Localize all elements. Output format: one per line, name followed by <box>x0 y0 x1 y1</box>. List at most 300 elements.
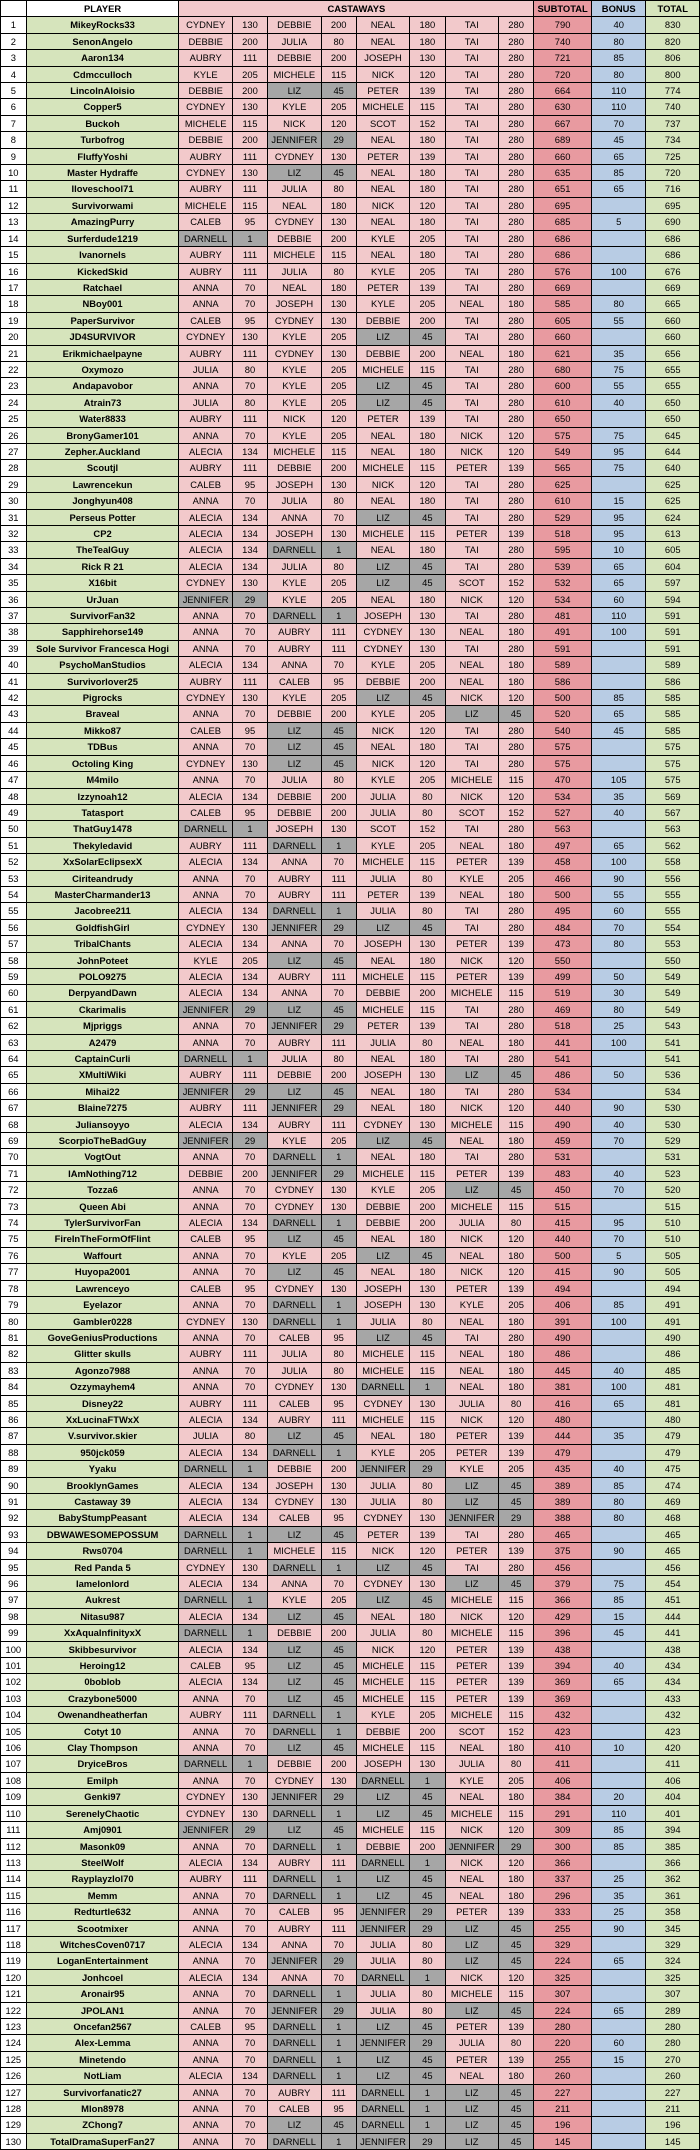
bonus-cell: 75 <box>591 361 646 377</box>
total-cell: 411 <box>646 1756 700 1772</box>
castaway-1-cell: CYDNEY <box>179 575 232 591</box>
points-2-cell: 80 <box>321 33 356 49</box>
subtotal-cell: 196 <box>534 2117 592 2133</box>
points-4-cell: 280 <box>498 542 533 558</box>
table-row <box>1 345 700 361</box>
points-4-cell: 205 <box>498 1772 533 1788</box>
total-cell: 481 <box>646 1379 700 1395</box>
points-4-cell: 120 <box>498 1411 533 1427</box>
player-name-cell: Oncefan2567 <box>26 2018 179 2034</box>
total-cell: 491 <box>646 1313 700 1329</box>
bonus-cell <box>591 821 646 837</box>
subtotal-cell: 291 <box>534 1805 592 1821</box>
castaway-3-cell: NICK <box>356 197 409 213</box>
player-name-cell: 0boblob <box>26 1674 179 1690</box>
points-4-cell: 45 <box>498 1067 533 1083</box>
player-name-cell: XxLucinaFTWxX <box>26 1411 179 1427</box>
points-4-cell: 139 <box>498 854 533 870</box>
points-4-cell: 280 <box>498 1559 533 1575</box>
subtotal-cell: 534 <box>534 591 592 607</box>
points-3-cell: 130 <box>410 624 445 640</box>
subtotal-cell: 224 <box>534 2002 592 2018</box>
points-4-cell: 120 <box>498 1608 533 1624</box>
total-cell: 451 <box>646 1592 700 1608</box>
castaway-3-cell: CYDNEY <box>356 1116 409 1132</box>
player-name-cell: TribalChants <box>26 936 179 952</box>
castaway-1-cell: AUBRY <box>179 1100 232 1116</box>
points-3-cell: 45 <box>410 394 445 410</box>
castaway-4-cell: TAI <box>445 1001 498 1017</box>
castaway-4-cell: KYLE <box>445 1772 498 1788</box>
castaway-3-cell: DEBBIE <box>356 312 409 328</box>
points-2-cell: 111 <box>321 1854 356 1870</box>
subtotal-cell: 470 <box>534 772 592 788</box>
rank-cell: 98 <box>1 1608 27 1624</box>
subtotal-cell: 469 <box>534 1001 592 1017</box>
subtotal-cell: 625 <box>534 476 592 492</box>
points-4-cell: 180 <box>498 624 533 640</box>
castaway-4-cell: TAI <box>445 1329 498 1345</box>
rank-cell: 116 <box>1 1904 27 1920</box>
table-row <box>1 378 700 394</box>
subtotal-cell: 550 <box>534 952 592 968</box>
rank-cell: 4 <box>1 66 27 82</box>
table-row <box>1 33 700 49</box>
player-name-cell: Mjpriggs <box>26 1018 179 1034</box>
points-2-cell: 111 <box>321 1116 356 1132</box>
castaway-1-cell: ANNA <box>179 1723 232 1739</box>
castaway-2-cell: JOSEPH <box>268 526 321 542</box>
points-1-cell: 70 <box>232 1198 267 1214</box>
total-cell: 553 <box>646 936 700 952</box>
rank-cell: 22 <box>1 361 27 377</box>
points-2-cell: 205 <box>321 427 356 443</box>
rank-cell: 56 <box>1 919 27 935</box>
subtotal-cell: 500 <box>534 886 592 902</box>
castaway-2-cell: DARNELL <box>268 1297 321 1313</box>
total-cell: 575 <box>646 755 700 771</box>
points-1-cell: 130 <box>232 165 267 181</box>
subtotal-cell: 610 <box>534 493 592 509</box>
castaway-1-cell: ANNA <box>179 1953 232 1969</box>
points-4-cell: 205 <box>498 1297 533 1313</box>
player-name-cell: DryiceBros <box>26 1756 179 1772</box>
rank-cell: 57 <box>1 936 27 952</box>
bonus-cell: 85 <box>591 165 646 181</box>
bonus-cell <box>591 197 646 213</box>
total-cell: 523 <box>646 1165 700 1181</box>
points-2-cell: 130 <box>321 1379 356 1395</box>
total-cell: 534 <box>646 1083 700 1099</box>
castaway-4-cell: NICK <box>445 690 498 706</box>
points-3-cell: 200 <box>410 1215 445 1231</box>
castaway-4-cell: PETER <box>445 1444 498 1460</box>
bonus-cell: 65 <box>591 558 646 574</box>
castaway-1-cell: DARNELL <box>179 230 232 246</box>
castaway-2-cell: JULIA <box>268 263 321 279</box>
points-3-cell: 115 <box>410 526 445 542</box>
table-row <box>1 1100 700 1116</box>
points-3-cell: 45 <box>410 1329 445 1345</box>
subtotal-cell: 300 <box>534 1838 592 1854</box>
castaway-4-cell: KYLE <box>445 1461 498 1477</box>
subtotal-cell: 280 <box>534 2018 592 2034</box>
points-1-cell: 70 <box>232 1740 267 1756</box>
player-name-cell: Jonghyun408 <box>26 493 179 509</box>
points-1-cell: 130 <box>232 1559 267 1575</box>
rank-cell: 41 <box>1 673 27 689</box>
bonus-cell: 25 <box>591 1904 646 1920</box>
castaway-2-cell: KYLE <box>268 329 321 345</box>
points-3-cell: 115 <box>410 1822 445 1838</box>
total-cell: 543 <box>646 1018 700 1034</box>
points-2-cell: 200 <box>321 50 356 66</box>
castaway-3-cell: NEAL <box>356 181 409 197</box>
castaway-1-cell: ALECIA <box>179 936 232 952</box>
total-cell: 358 <box>646 1904 700 1920</box>
subtotal-cell: 459 <box>534 1133 592 1149</box>
castaway-1-cell: ALECIA <box>179 558 232 574</box>
points-4-cell: 139 <box>498 936 533 952</box>
points-4-cell: 45 <box>498 2084 533 2100</box>
table-row <box>1 1854 700 1870</box>
total-cell: 655 <box>646 378 700 394</box>
table-row <box>1 558 700 574</box>
castaway-1-cell: JULIA <box>179 394 232 410</box>
table-row <box>1 526 700 542</box>
castaway-1-cell: ALECIA <box>179 542 232 558</box>
total-cell: 555 <box>646 886 700 902</box>
points-1-cell: 70 <box>232 2117 267 2133</box>
points-2-cell: 111 <box>321 640 356 656</box>
total-cell: 575 <box>646 739 700 755</box>
castaway-3-cell: SCOT <box>356 821 409 837</box>
bonus-cell: 65 <box>591 706 646 722</box>
castaway-2-cell: MICHELE <box>268 443 321 459</box>
bonus-cell: 70 <box>591 1133 646 1149</box>
table-row <box>1 575 700 591</box>
points-3-cell: 130 <box>410 1297 445 1313</box>
bonus-cell: 80 <box>591 1510 646 1526</box>
points-4-cell: 180 <box>498 1789 533 1805</box>
castaway-4-cell: LIZ <box>445 1576 498 1592</box>
points-1-cell: 70 <box>232 493 267 509</box>
castaway-4-cell: NEAL <box>445 1362 498 1378</box>
castaway-3-cell: KYLE <box>356 1182 409 1198</box>
rank-cell: 32 <box>1 526 27 542</box>
player-name-cell: JD4SURVIVOR <box>26 329 179 345</box>
points-2-cell: 200 <box>321 1625 356 1641</box>
points-1-cell: 200 <box>232 1165 267 1181</box>
subtotal-cell: 441 <box>534 1034 592 1050</box>
subtotal-cell: 630 <box>534 99 592 115</box>
points-2-cell: 111 <box>321 968 356 984</box>
rank-cell: 48 <box>1 788 27 804</box>
player-name-cell: Buckoh <box>26 115 179 131</box>
player-name-cell: SurvivorFan32 <box>26 608 179 624</box>
castaway-4-cell: TAI <box>445 640 498 656</box>
castaway-4-cell: TAI <box>445 1083 498 1099</box>
castaway-1-cell: CYDNEY <box>179 1805 232 1821</box>
castaway-4-cell: NEAL <box>445 1034 498 1050</box>
castaway-1-cell: ALECIA <box>179 968 232 984</box>
bonus-cell <box>591 230 646 246</box>
castaway-3-cell: NEAL <box>356 1264 409 1280</box>
bonus-cell: 45 <box>591 132 646 148</box>
castaway-1-cell: ANNA <box>179 1772 232 1788</box>
castaway-2-cell: JENNIFER <box>268 1018 321 1034</box>
castaway-1-cell: AUBRY <box>179 247 232 263</box>
castaway-4-cell: NEAL <box>445 673 498 689</box>
points-2-cell: 29 <box>321 919 356 935</box>
castaway-2-cell: DEBBIE <box>268 1067 321 1083</box>
points-3-cell: 45 <box>410 1871 445 1887</box>
table-row <box>1 83 700 99</box>
bonus-cell: 40 <box>591 1165 646 1181</box>
subtotal-cell: 531 <box>534 1149 592 1165</box>
points-4-cell: 115 <box>498 772 533 788</box>
castaway-4-cell: TAI <box>445 394 498 410</box>
points-3-cell: 115 <box>410 1165 445 1181</box>
castaway-3-cell: LIZ <box>356 1133 409 1149</box>
bonus-cell: 40 <box>591 1116 646 1132</box>
rank-cell: 74 <box>1 1215 27 1231</box>
bonus-cell: 45 <box>591 1625 646 1641</box>
points-3-cell: 115 <box>410 1411 445 1427</box>
subtotal-cell: 384 <box>534 1789 592 1805</box>
points-1-cell: 70 <box>232 706 267 722</box>
points-1-cell: 70 <box>232 886 267 902</box>
table-row <box>1 1887 700 1903</box>
subtotal-cell: 563 <box>534 821 592 837</box>
rank-cell: 11 <box>1 181 27 197</box>
rank-cell: 65 <box>1 1067 27 1083</box>
points-1-cell: 70 <box>232 1887 267 1903</box>
rank-cell: 108 <box>1 1772 27 1788</box>
total-cell: 665 <box>646 296 700 312</box>
points-4-cell: 280 <box>498 329 533 345</box>
castaway-1-cell: ANNA <box>179 1018 232 1034</box>
points-1-cell: 1 <box>232 1051 267 1067</box>
rank-cell: 106 <box>1 1740 27 1756</box>
points-3-cell: 80 <box>410 1625 445 1641</box>
castaway-3-cell: JULIA <box>356 903 409 919</box>
castaway-1-cell: ALECIA <box>179 2068 232 2084</box>
points-2-cell: 95 <box>321 2101 356 2117</box>
castaway-2-cell: DARNELL <box>268 1838 321 1854</box>
points-3-cell: 115 <box>410 854 445 870</box>
castaway-3-cell: NEAL <box>356 17 409 33</box>
points-1-cell: 95 <box>232 214 267 230</box>
castaway-4-cell: NICK <box>445 952 498 968</box>
points-2-cell: 45 <box>321 83 356 99</box>
castaway-2-cell: DARNELL <box>268 1986 321 2002</box>
points-1-cell: 134 <box>232 443 267 459</box>
player-name-cell: TDBus <box>26 739 179 755</box>
castaway-3-cell: JULIA <box>356 1953 409 1969</box>
points-4-cell: 280 <box>498 640 533 656</box>
points-4-cell: 180 <box>498 1871 533 1887</box>
points-1-cell: 70 <box>232 1264 267 1280</box>
points-2-cell: 205 <box>321 99 356 115</box>
points-1-cell: 111 <box>232 345 267 361</box>
castaway-3-cell: NEAL <box>356 1100 409 1116</box>
points-2-cell: 1 <box>321 837 356 853</box>
points-2-cell: 130 <box>321 1493 356 1509</box>
points-2-cell: 180 <box>321 279 356 295</box>
player-name-cell: Water8833 <box>26 411 179 427</box>
total-cell: 644 <box>646 443 700 459</box>
points-3-cell: 80 <box>410 804 445 820</box>
points-1-cell: 70 <box>232 2133 267 2149</box>
player-name-cell: ScorpioTheBadGuy <box>26 1133 179 1149</box>
rank-cell: 86 <box>1 1411 27 1427</box>
castaway-1-cell: JULIA <box>179 361 232 377</box>
castaway-1-cell: ALECIA <box>179 1411 232 1427</box>
total-cell: 625 <box>646 476 700 492</box>
points-4-cell: 280 <box>498 361 533 377</box>
points-1-cell: 200 <box>232 83 267 99</box>
castaway-3-cell: JENNIFER <box>356 1904 409 1920</box>
points-3-cell: 130 <box>410 1280 445 1296</box>
bonus-cell: 80 <box>591 66 646 82</box>
points-4-cell: 280 <box>498 919 533 935</box>
points-3-cell: 130 <box>410 1576 445 1592</box>
player-name-cell: Ciriteandrudy <box>26 870 179 886</box>
points-4-cell: 120 <box>498 443 533 459</box>
points-2-cell: 1 <box>321 1313 356 1329</box>
castaway-4-cell: TAI <box>445 1051 498 1067</box>
castaway-1-cell: ANNA <box>179 1986 232 2002</box>
castaway-2-cell: CALEB <box>268 1395 321 1411</box>
table-row <box>1 1444 700 1460</box>
points-3-cell: 120 <box>410 1641 445 1657</box>
total-cell: 432 <box>646 1707 700 1723</box>
castaway-3-cell: DARNELL <box>356 2084 409 2100</box>
castaway-1-cell: DARNELL <box>179 1461 232 1477</box>
total-cell: 613 <box>646 526 700 542</box>
subtotal-cell: 541 <box>534 1051 592 1067</box>
rank-cell: 76 <box>1 1247 27 1263</box>
points-3-cell: 115 <box>410 460 445 476</box>
castaway-4-cell: TAI <box>445 312 498 328</box>
castaway-3-cell: LIZ <box>356 919 409 935</box>
rank-cell: 68 <box>1 1116 27 1132</box>
castaway-1-cell: AUBRY <box>179 837 232 853</box>
castaway-1-cell: DARNELL <box>179 1051 232 1067</box>
rank-cell: 23 <box>1 378 27 394</box>
player-name-cell: Scoutjl <box>26 460 179 476</box>
table-row <box>1 1395 700 1411</box>
bonus-cell: 40 <box>591 1658 646 1674</box>
castaway-3-cell: MICHELE <box>356 99 409 115</box>
points-4-cell: 180 <box>498 1034 533 1050</box>
total-cell: 329 <box>646 1936 700 1952</box>
player-name-cell: Perseus Potter <box>26 509 179 525</box>
castaway-4-cell: TAI <box>445 329 498 345</box>
points-3-cell: 180 <box>410 493 445 509</box>
points-4-cell: 120 <box>498 1822 533 1838</box>
table-row <box>1 1805 700 1821</box>
points-2-cell: 180 <box>321 197 356 213</box>
castaway-1-cell: ANNA <box>179 1740 232 1756</box>
points-3-cell: 180 <box>410 443 445 459</box>
player-name-cell: Alex-Lemma <box>26 2035 179 2051</box>
castaway-1-cell: DARNELL <box>179 1756 232 1772</box>
castaway-3-cell: MICHELE <box>356 854 409 870</box>
subtotal-cell: 410 <box>534 1740 592 1756</box>
subtotal-cell: 529 <box>534 509 592 525</box>
points-4-cell: 205 <box>498 870 533 886</box>
castaway-2-cell: KYLE <box>268 99 321 115</box>
total-cell: 438 <box>646 1641 700 1657</box>
points-4-cell: 120 <box>498 1100 533 1116</box>
castaway-4-cell: SCOT <box>445 804 498 820</box>
bonus-cell <box>591 247 646 263</box>
points-4-cell: 280 <box>498 165 533 181</box>
castaway-2-cell: DARNELL <box>268 2035 321 2051</box>
points-2-cell: 95 <box>321 1510 356 1526</box>
points-4-cell: 139 <box>498 526 533 542</box>
castaway-1-cell: CYDNEY <box>179 17 232 33</box>
rank-cell: 73 <box>1 1198 27 1214</box>
points-2-cell: 95 <box>321 1395 356 1411</box>
castaway-2-cell: LIZ <box>268 1083 321 1099</box>
castaway-2-cell: DEBBIE <box>268 706 321 722</box>
points-1-cell: 134 <box>232 2068 267 2084</box>
points-1-cell: 134 <box>232 1936 267 1952</box>
castaway-3-cell: JOSEPH <box>356 1280 409 1296</box>
castaway-4-cell: KYLE <box>445 1297 498 1313</box>
castaway-1-cell: AUBRY <box>179 673 232 689</box>
points-4-cell: 180 <box>498 2068 533 2084</box>
bonus-cell: 100 <box>591 854 646 870</box>
castaway-4-cell: PETER <box>445 1165 498 1181</box>
total-cell: 597 <box>646 575 700 591</box>
points-1-cell: 95 <box>232 1280 267 1296</box>
player-name-cell: Lawrenceyo <box>26 1280 179 1296</box>
subtotal-cell: 255 <box>534 1920 592 1936</box>
castaways-header: CASTAWAYS <box>179 1 534 17</box>
table-row <box>1 329 700 345</box>
castaway-4-cell: PETER <box>445 1280 498 1296</box>
player-name-cell: Ckarimalis <box>26 1001 179 1017</box>
castaway-1-cell: CYDNEY <box>179 329 232 345</box>
points-1-cell: 1 <box>232 821 267 837</box>
rank-cell: 16 <box>1 263 27 279</box>
total-cell: 830 <box>646 17 700 33</box>
castaway-2-cell: ANNA <box>268 1969 321 1985</box>
table-row <box>1 1707 700 1723</box>
player-header: PLAYER <box>26 1 179 17</box>
castaway-1-cell: JENNIFER <box>179 591 232 607</box>
points-3-cell: 139 <box>410 83 445 99</box>
subtotal-cell: 686 <box>534 247 592 263</box>
castaway-4-cell: TAI <box>445 903 498 919</box>
bonus-cell <box>591 1969 646 1985</box>
castaway-1-cell: ANNA <box>179 1887 232 1903</box>
bonus-cell: 40 <box>591 17 646 33</box>
player-name-cell: Blaine7275 <box>26 1100 179 1116</box>
castaway-2-cell: JENNIFER <box>268 1789 321 1805</box>
points-2-cell: 70 <box>321 936 356 952</box>
bonus-cell: 40 <box>591 1461 646 1477</box>
bonus-cell: 90 <box>591 1264 646 1280</box>
points-2-cell: 115 <box>321 66 356 82</box>
total-cell: 669 <box>646 279 700 295</box>
castaway-3-cell: LIZ <box>356 1329 409 1345</box>
castaway-2-cell: CYDNEY <box>268 1772 321 1788</box>
